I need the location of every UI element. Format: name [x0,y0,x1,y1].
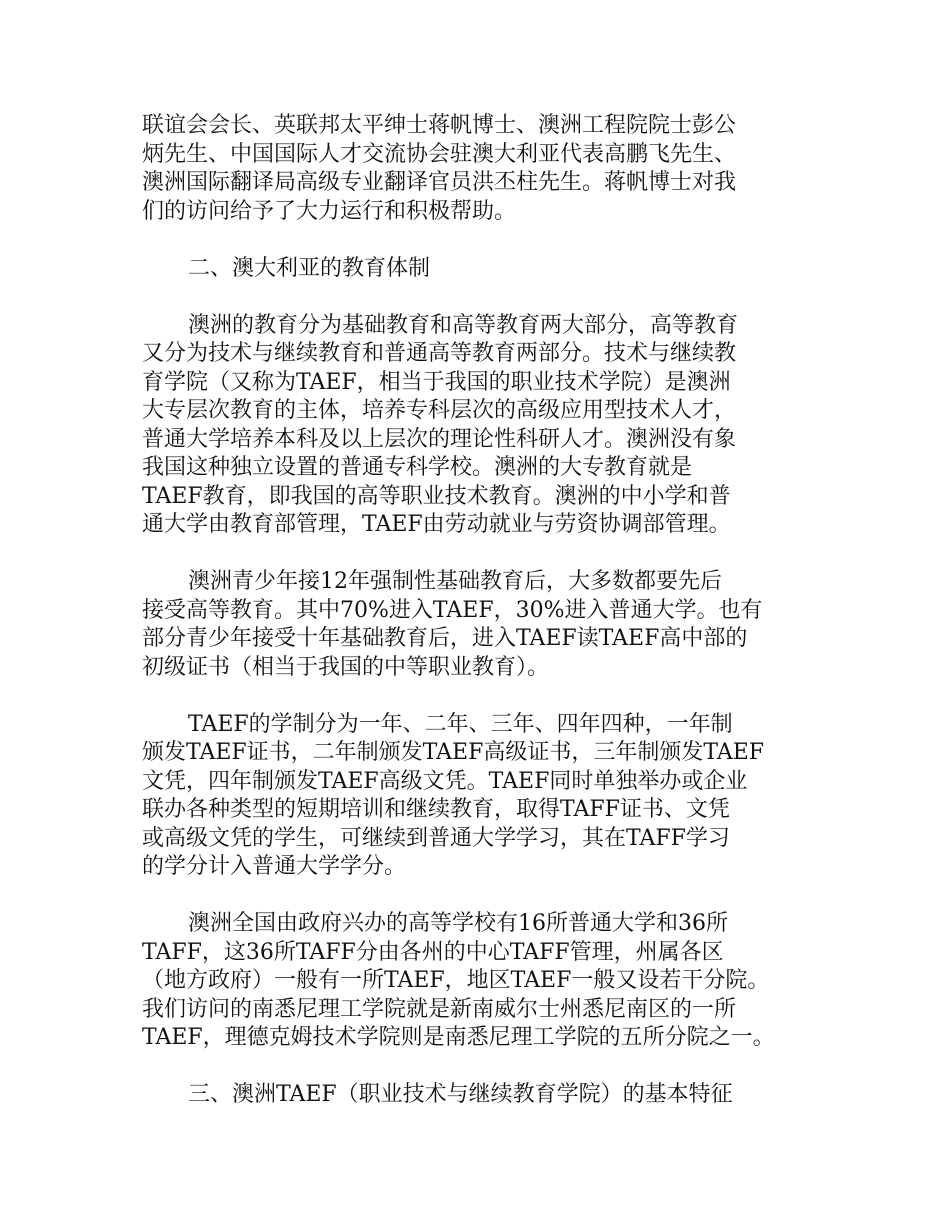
section-heading-2 [142,255,832,284]
paragraph-taef-system [142,711,832,882]
text-line: 我们访问的南悉尼理工学院就是新南威尔士州悉尼南区的一所 [142,996,737,1022]
text-line: 我国这种独立设置的普通专科学校。澳洲的大专教育就是 [142,455,693,480]
text-line: 澳洲的教育分为基础教育和高等教育两大部分，高等教育 [188,312,739,338]
text-line: （地方政府）一般有一所TAEF，地区TAEF一般又设若干分院。 [142,968,770,993]
paragraph-youth-education [142,568,832,682]
text-line: 或高级文凭的学生，可继续到普通大学学习，其在TAFF学习 [142,825,730,851]
text-line: 初级证书（相当于我国的中等职业教育）。 [142,654,550,680]
document-page [142,112,832,1138]
text-line: 部分青少年接受十年基础教育后，进入TAEF读TAEF高中部的 [142,626,748,651]
text-line: 文凭，四年制颁发TAEF高级文凭。TAEF同时单独举办或企业 [142,768,748,794]
text-line: 通大学由教育部管理，TAEF由劳动就业与劳资协调部管理。 [142,512,731,537]
paragraph-education-system [142,312,832,540]
text-line: 澳洲国际翻译局高级专业翻译官员洪丕柱先生。蒋帆博士对我 [142,170,737,195]
text-line: 育学院（又称为TAEF，相当于我国的职业技术学院）是澳洲 [142,369,731,395]
text-line: TAEF，理德克姆技术学院则是南悉尼理工学院的五所分院之一。 [142,1025,775,1050]
text-line: 们的访问给予了大力运行和积极帮助。 [142,198,517,224]
section-heading: 三、澳洲TAEF（职业技术与继续教育学院）的基本特征 [188,1082,733,1107]
text-line: 澳洲青少年接12年强制性基础教育后，大多数都要先后 [188,569,722,594]
section-heading-3 [142,1081,832,1110]
text-line: 大专层次教育的主体，培养专科层次的高级应用型技术人才， [142,398,737,423]
text-line: 普通大学培养本科及以上层次的理论性科研人才。澳洲没有象 [142,426,737,452]
text-line: 炳先生、中国国际人才交流协会驻澳大利亚代表高鹏飞先生、 [142,141,737,167]
text-line: TAFF，这36所TAFF分由各州的中心TAFF管理，州属各区 [142,939,724,965]
text-line: 的学分计入普通大学学分。 [142,854,407,879]
text-line: 联谊会会长、英联邦太平绅士蒋帆博士、澳洲工程院院士彭公 [142,113,737,138]
text-line: 澳洲全国由政府兴办的高等学校有16所普通大学和36所 [188,911,728,936]
text-line: 颁发TAEF证书，二年制颁发TAEF高级证书，三年制颁发TAEF [142,740,765,765]
section-heading: 二、澳大利亚的教育体制 [188,255,431,281]
text-line: 又分为技术与继续教育和普通高等教育两部分。技术与继续教 [142,341,737,366]
text-line: TAEF的学制分为一年、二年、三年、四年四种，一年制 [188,711,733,737]
paragraph-institutions [142,910,832,1053]
text-line: 联办各种类型的短期培训和继续教育，取得TAFF证书、文凭 [142,797,730,822]
text-line: 接受高等教育。其中70%进入TAEF，30%进入普通大学。也有 [142,597,763,623]
paragraph-contacts [142,112,832,226]
text-line: TAEF教育，即我国的高等职业技术教育。澳洲的中小学和普 [142,483,731,509]
